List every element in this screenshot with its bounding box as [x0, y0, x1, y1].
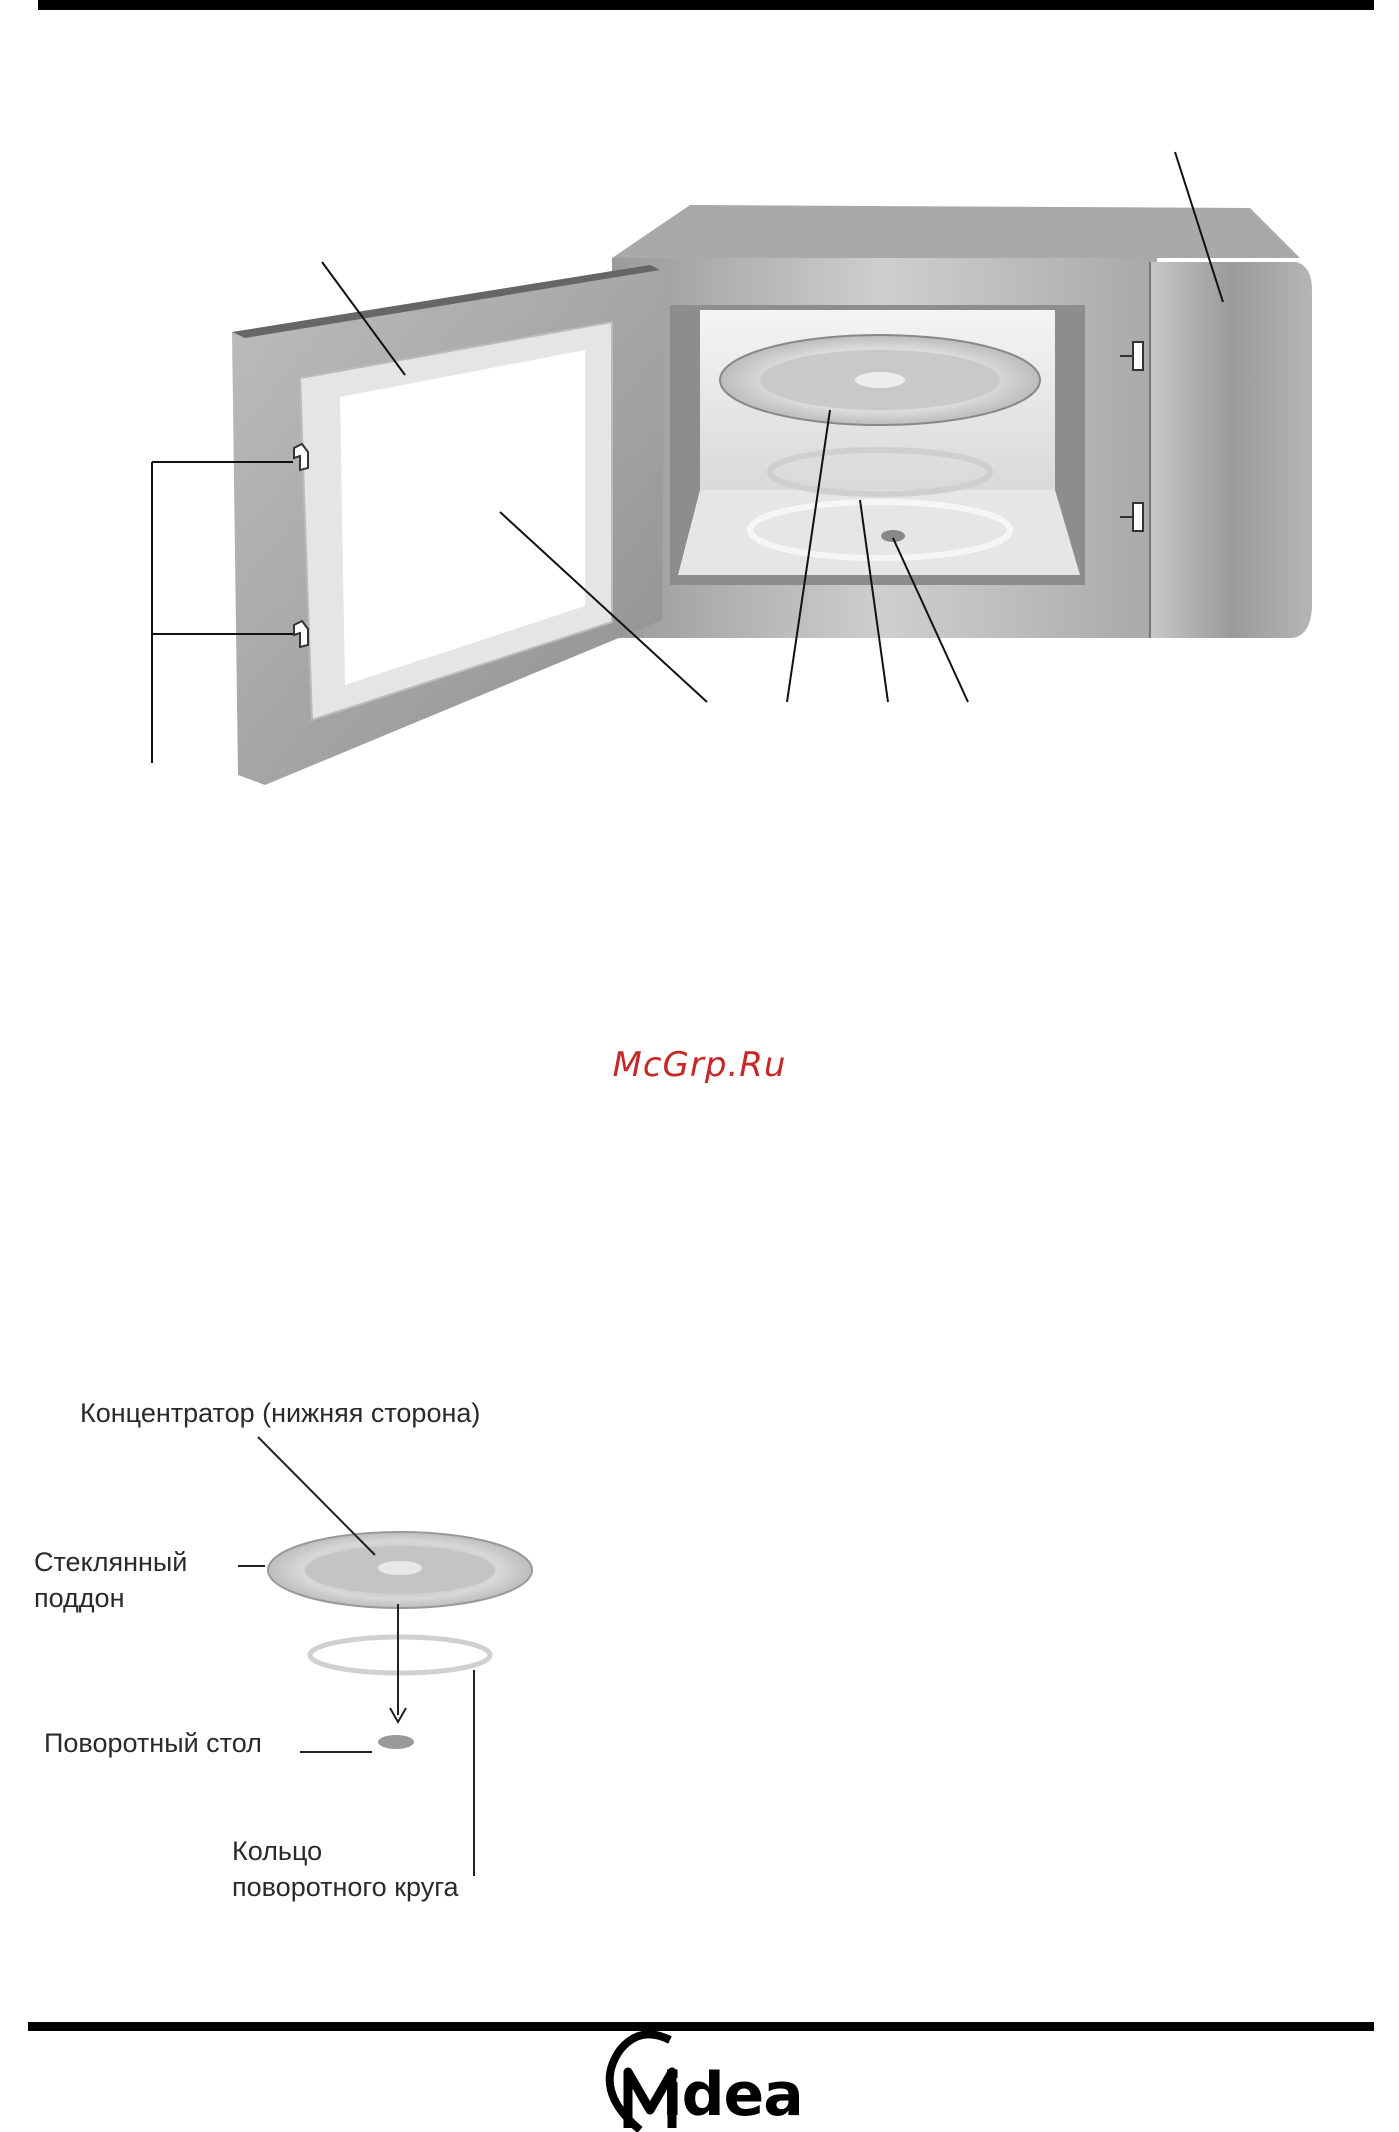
- hub-label: Концентратор (нижняя сторона): [80, 1398, 481, 1428]
- glass-tray-label-line1: Стеклянный: [34, 1547, 188, 1577]
- glass-tray-label-line2: поддон: [34, 1583, 125, 1613]
- turntable-label: Поворотный стол: [44, 1728, 262, 1758]
- midea-logo-text: idea: [662, 2060, 803, 2130]
- watermark: McGrp.Ru: [612, 1045, 787, 1085]
- ring-label-line1: Кольцо: [232, 1836, 323, 1866]
- ring-label-line2: поворотного круга: [232, 1872, 459, 1902]
